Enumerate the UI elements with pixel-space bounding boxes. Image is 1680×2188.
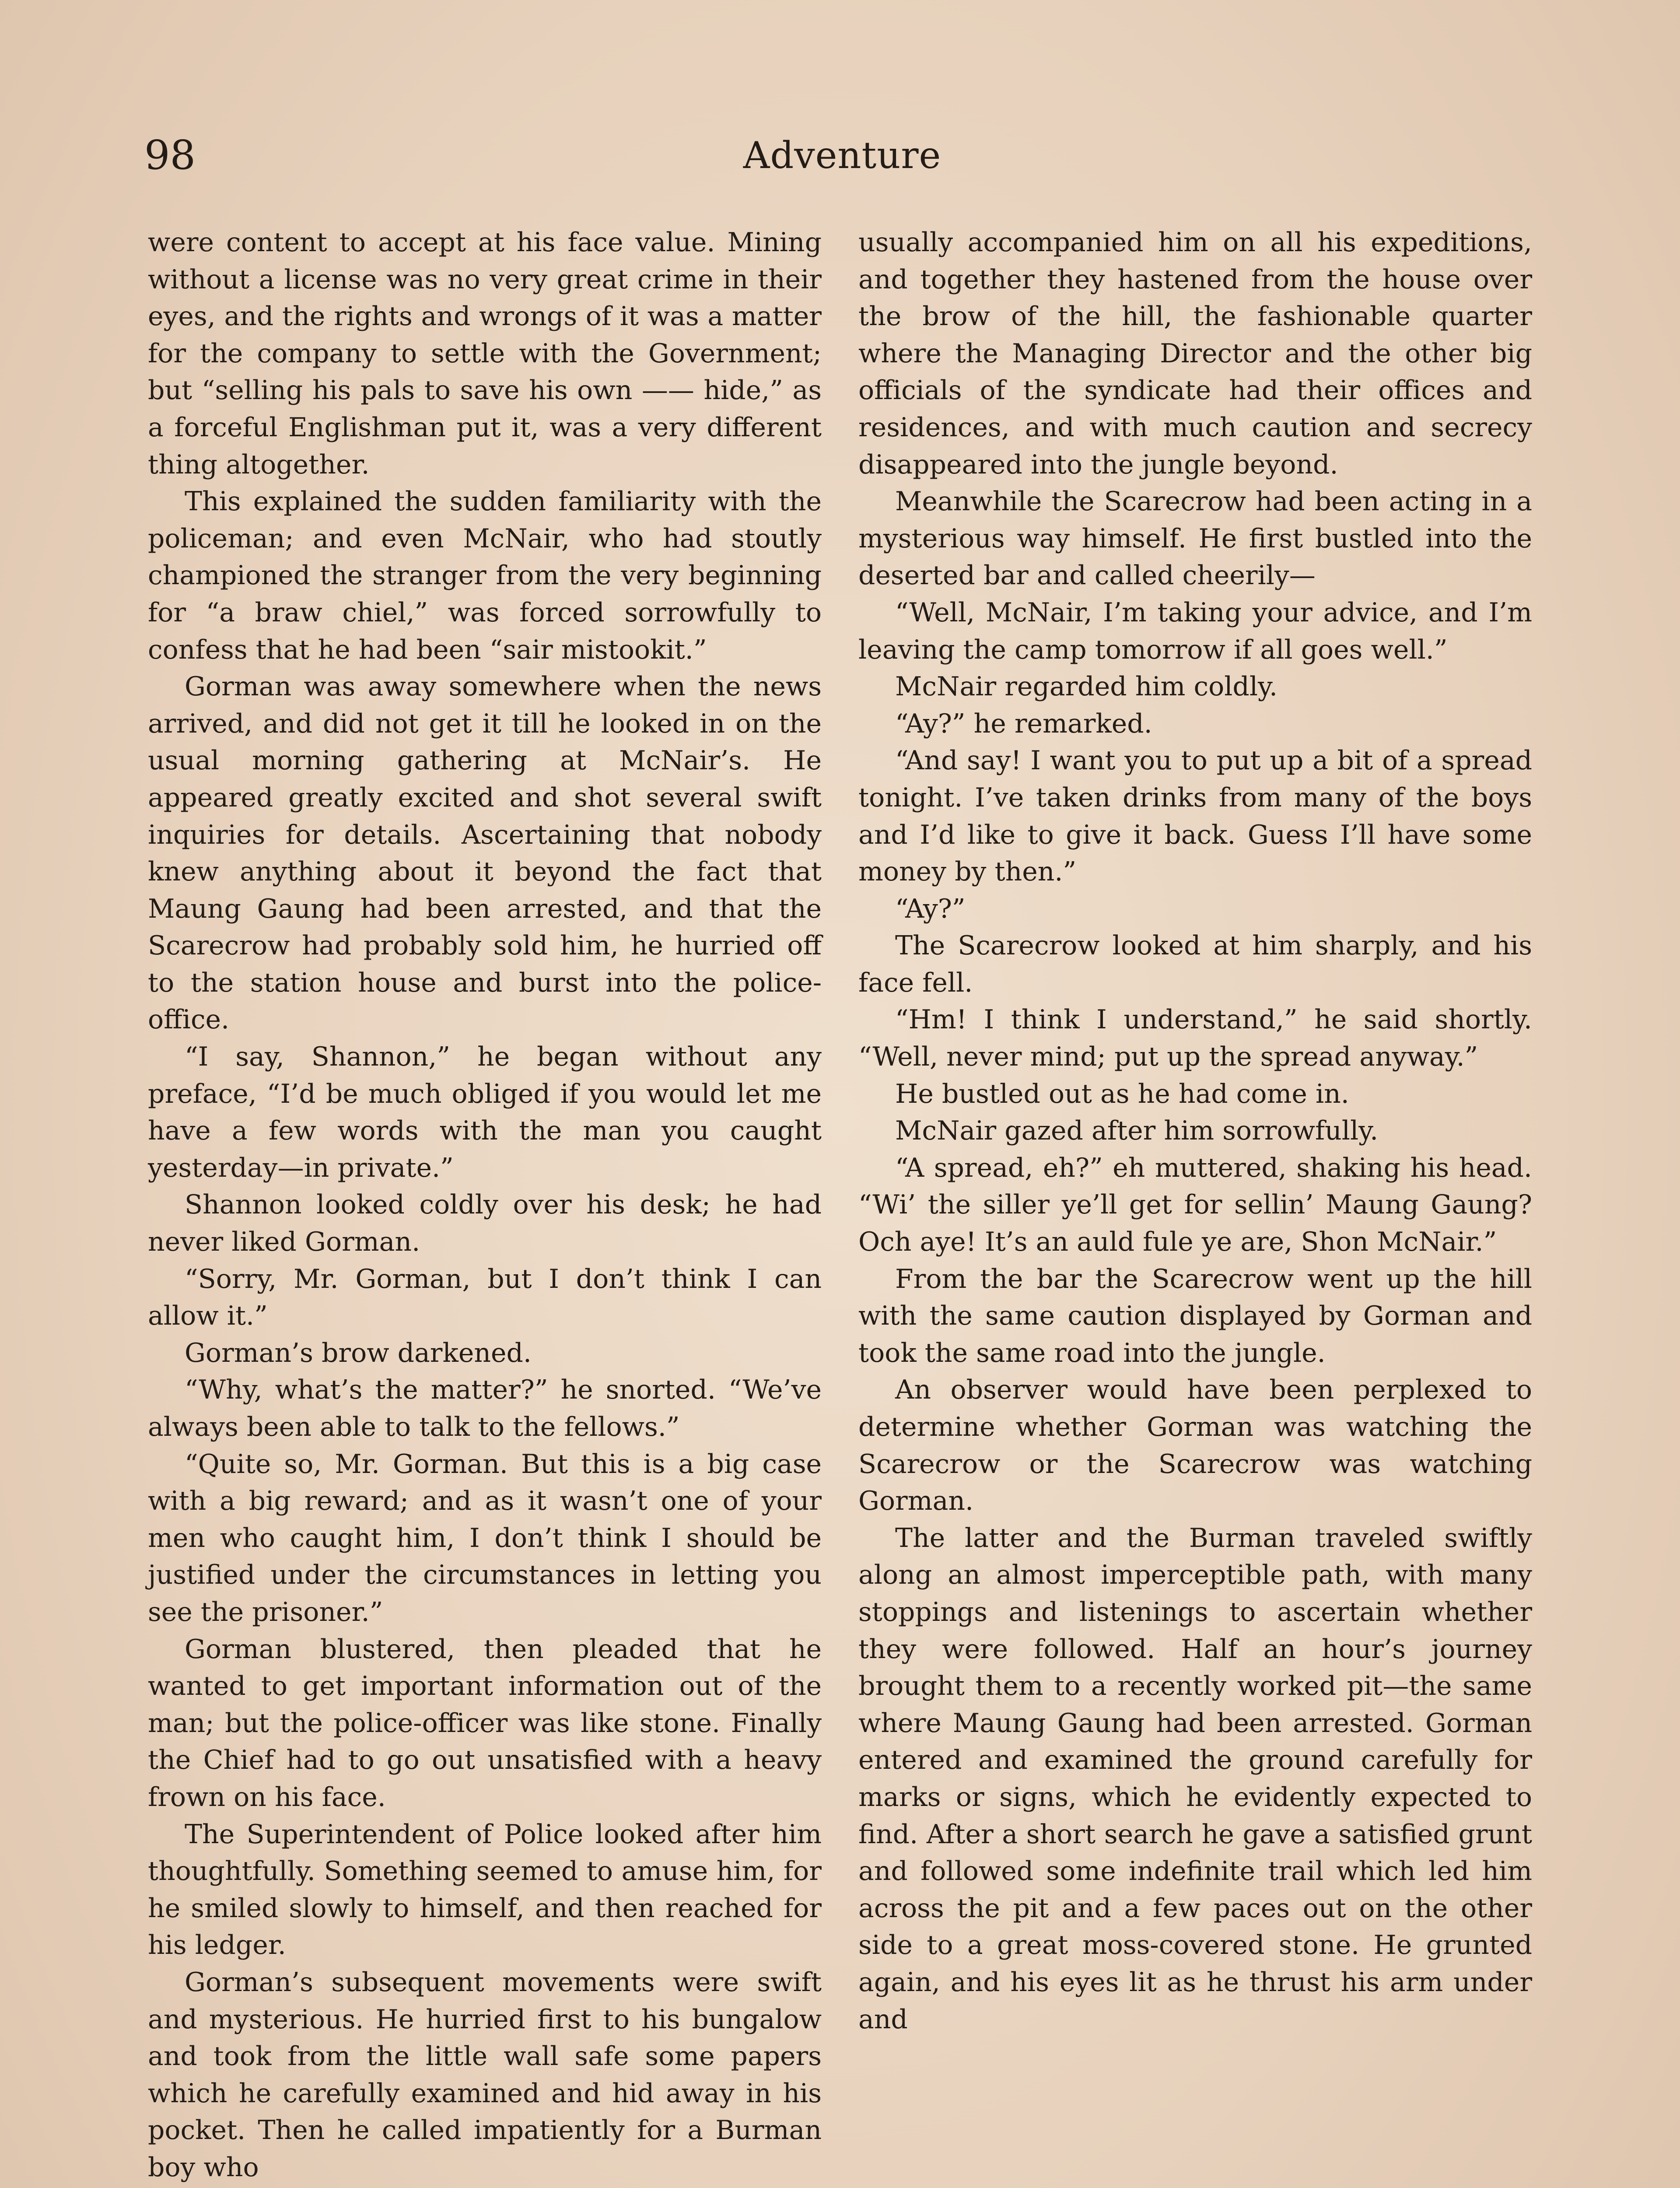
paragraph: Gorman was away somewhere when the news arrived, and did not get it till he looked in on the usual morning gathering at McNair’s. He appeared greatly excited and shot several swift inquiries for details. Ascertaining that nobody knew anything about it beyond the fact that Maung Gaung had been arrested, and that the Scarecrow had probably sold him, he hurried off to the station house and burst into the police-office. xyxy=(148,671,822,1035)
running-title: Adventure xyxy=(743,134,942,177)
paragraph: “I say, Shannon,” he began without any preface, “I’d be much obliged if you would let me have a few words with the man you caught yesterday—in private.” xyxy=(148,1041,822,1183)
paragraph: “And say! I want you to put up a bit of a spread tonight. I’ve taken drinks from many of the boys and I’d like to give it back. Guess I’ll have some money by then.” xyxy=(858,745,1532,887)
paragraph: “Hm! I think I understand,” he said shortly. “Well, never mind; put up the spread anyway.” xyxy=(858,1004,1532,1073)
paragraph: Shannon looked coldly over his desk; he had never liked Gorman. xyxy=(148,1189,822,1258)
paragraph: Gorman blustered, then pleaded that he wanted to get important information out of the man; but the police-officer was like stone. Finally the Chief had to go out unsatisfied with a heavy frown on his face. xyxy=(148,1634,822,1813)
paragraph: He bustled out as he had come in. xyxy=(895,1078,1349,1109)
paragraph: McNair gazed after him sorrowfully. xyxy=(895,1115,1379,1147)
paragraph: were content to accept at his face value. Mining without a license was no very great crime in their eyes, and the rights and wrongs of it was a matter for the company to settle with the Government; but “selling his pals to save his own —— hide,” as a forceful Englishman put it, was a very different thing altogether. xyxy=(148,227,822,480)
paragraph: The Scarecrow looked at him sharply, and his face fell. xyxy=(858,930,1532,998)
paragraph: Gorman’s brow darkened. xyxy=(185,1337,532,1368)
page-header xyxy=(144,127,1540,193)
paragraph: This explained the sudden familiarity with the policeman; and even McNair, who had stoutly championed the stranger from the very beginning for “a braw chiel,” was forced sorrowfully to confess that he had been “sair mistookit.” xyxy=(148,486,822,665)
paragraph: The Superintendent of Police looked after him thoughtfully. Something seemed to amuse him, for he smiled slowly to himself, and then reached for his ledger. xyxy=(148,1819,822,1961)
paragraph: “Quite so, Mr. Gorman. But this is a big case with a big reward; and as it wasn’t one of your men who caught him, I don’t think I should be justified under the circumstances in letting you see the prisoner.” xyxy=(148,1448,822,1627)
right-column xyxy=(858,224,1532,2038)
left-column xyxy=(148,224,822,2186)
paragraph: “Why, what’s the matter?” he snorted. “We’ve always been able to talk to the fellows.” xyxy=(148,1375,822,1442)
paragraph: McNair regarded him coldly. xyxy=(895,671,1278,702)
paragraph: “Ay?” he remarked. xyxy=(895,708,1152,739)
paragraph: “Ay?” xyxy=(895,893,966,924)
paragraph: Gorman’s subsequent movements were swift and mysterious. He hurried first to his bungalow and took from the little wall safe some papers which he carefully examined and hid away in his pocket. Then he called impatiently for a Burman boy who xyxy=(148,1967,822,2183)
paragraph: “Sorry, Mr. Gorman, but I don’t think I can allow it.” xyxy=(148,1263,822,1332)
paragraph: The latter and the Burman traveled swiftly along an almost imperceptible path, with many stoppings and listenings to ascertain whether they were followed. Half an hour’s journey brought them to a recently worked pit—the same where Maung Gaung had been arrested. Gorman entered and examined the ground carefully for marks or signs, which he evidently expected to find. After a short search he gave a satisfied grunt and followed some indefinite trail which led him across the pit and a few paces out on the other side to a great moss-covered stone. He grunted again, and his eyes lit as he thrust his arm under and xyxy=(858,1522,1532,2035)
paragraph: “A spread, eh?” eh muttered, shaking his head. “Wi’ the siller ye’ll get for sellin’ Maung Gaung? Och aye! It’s an auld fule ye are, Shon McNair.” xyxy=(858,1152,1532,1258)
page-number: 98 xyxy=(144,132,196,179)
paragraph: An observer would have been perplexed to determine whether Gorman was watching the Scarecrow or the Scarecrow was watching Gorman. xyxy=(858,1375,1532,1517)
paragraph: “Well, McNair, I’m taking your advice, and I’m leaving the camp tomorrow if all goes well.” xyxy=(858,597,1532,665)
paragraph: From the bar the Scarecrow went up the hill with the same caution displayed by Gorman and took the same road into the jungle. xyxy=(858,1263,1532,1368)
paragraph: Meanwhile the Scarecrow had been acting in a mysterious way himself. He first bustled into the deserted bar and called cheerily— xyxy=(858,486,1532,591)
paragraph: usually accompanied him on all his expeditions, and together they hastened from the house over the brow of the hill, the fashionable quarter where the Managing Director and the other big officials of the syndicate had their offices and residences, and with much caution and secrecy disappeared into the jungle beyond. xyxy=(858,227,1532,480)
